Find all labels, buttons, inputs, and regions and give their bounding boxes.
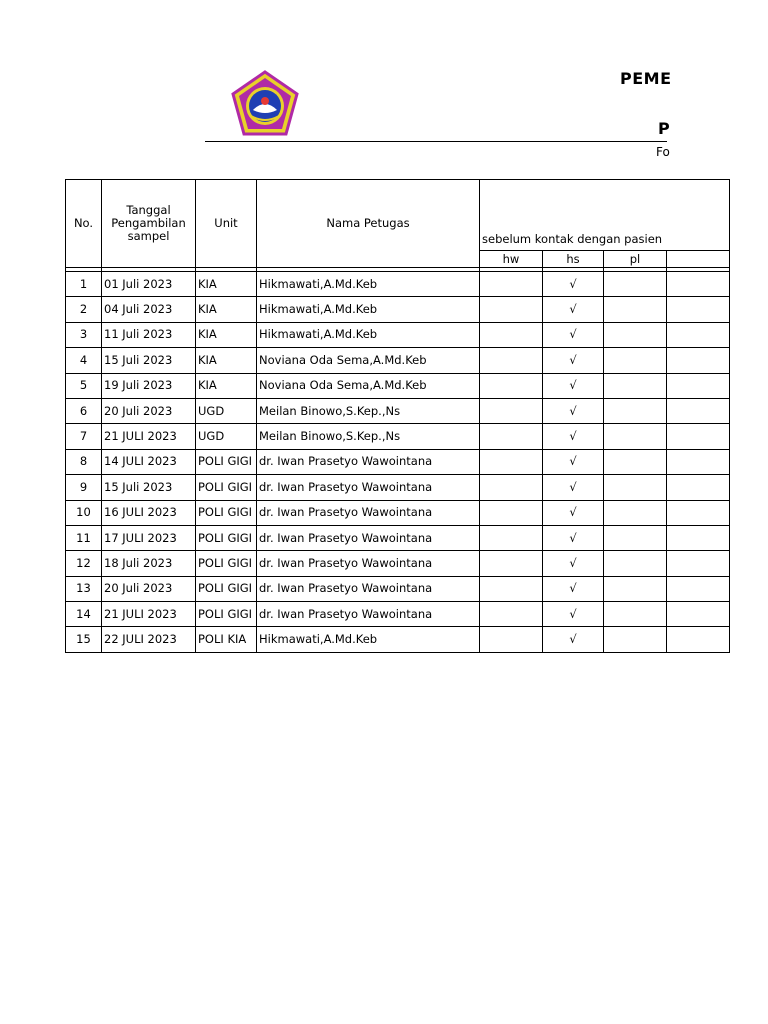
cell-hs: √: [543, 272, 604, 297]
cell-no: 3: [66, 322, 102, 347]
cell-unit: POLI GIGI: [196, 602, 257, 627]
cell-pl: [604, 348, 667, 373]
cell-no: 14: [66, 602, 102, 627]
cell-hw: [480, 500, 543, 525]
cell-nama: dr. Iwan Prasetyo Wawointana: [257, 525, 480, 550]
col-header-extra: [667, 251, 730, 268]
cell-hw: [480, 525, 543, 550]
cell-hs: √: [543, 525, 604, 550]
cell-pl: [604, 475, 667, 500]
cell-unit: KIA: [196, 373, 257, 398]
cell-extra: [667, 551, 730, 576]
cell-no: 11: [66, 525, 102, 550]
cell-tanggal: 17 JULI 2023: [102, 525, 196, 550]
cell-nama: Meilan Binowo,S.Kep.,Ns: [257, 424, 480, 449]
cell-unit: UGD: [196, 398, 257, 423]
cell-nama: dr. Iwan Prasetyo Wawointana: [257, 576, 480, 601]
cell-tanggal: 20 Juli 2023: [102, 576, 196, 601]
cell-nama: Noviana Oda Sema,A.Md.Keb: [257, 348, 480, 373]
cell-unit: POLI GIGI: [196, 525, 257, 550]
cell-hw: [480, 551, 543, 576]
table-row: [66, 297, 730, 322]
cell-pl: [604, 424, 667, 449]
cell-hs: √: [543, 398, 604, 423]
cell-pl: [604, 525, 667, 550]
cell-extra: [667, 602, 730, 627]
cell-hw: [480, 398, 543, 423]
cell-pl: [604, 373, 667, 398]
col-header-group: [480, 180, 730, 251]
cell-tanggal: 20 Juli 2023: [102, 398, 196, 423]
cell-hw: [480, 475, 543, 500]
cell-hw: [480, 322, 543, 347]
cell-unit: POLI KIA: [196, 627, 257, 652]
cell-no: 2: [66, 297, 102, 322]
table-row: [66, 348, 730, 373]
cell-hs: √: [543, 475, 604, 500]
cell-no: 1: [66, 272, 102, 297]
cell-extra: [667, 348, 730, 373]
cell-hw: [480, 272, 543, 297]
table-row: [66, 500, 730, 525]
cell-nama: dr. Iwan Prasetyo Wawointana: [257, 449, 480, 474]
cell-extra: [667, 297, 730, 322]
cell-tanggal: 11 Juli 2023: [102, 322, 196, 347]
cell-hw: [480, 424, 543, 449]
cell-nama: Hikmawati,A.Md.Keb: [257, 322, 480, 347]
cell-no: 4: [66, 348, 102, 373]
cell-tanggal: 21 JULI 2023: [102, 424, 196, 449]
cell-tanggal: 19 Juli 2023: [102, 373, 196, 398]
cell-hs: √: [543, 551, 604, 576]
sampling-table: [65, 179, 730, 653]
cell-tanggal: 04 Juli 2023: [102, 297, 196, 322]
table-row: [66, 322, 730, 347]
cell-unit: POLI GIGI: [196, 500, 257, 525]
cell-pl: [604, 322, 667, 347]
cell-no: 13: [66, 576, 102, 601]
cell-hs: √: [543, 500, 604, 525]
cell-pl: [604, 627, 667, 652]
cell-extra: [667, 424, 730, 449]
cell-extra: [667, 576, 730, 601]
col-header-tanggal: Tanggal Pengambilan sampel: [102, 180, 196, 268]
cell-tanggal: 16 JULI 2023: [102, 500, 196, 525]
cell-tanggal: 18 Juli 2023: [102, 551, 196, 576]
header-title-line1: PEME: [620, 69, 672, 88]
table-row: [66, 627, 730, 652]
cell-extra: [667, 525, 730, 550]
cell-hs: √: [543, 576, 604, 601]
cell-pl: [604, 576, 667, 601]
cell-nama: Hikmawati,A.Md.Keb: [257, 627, 480, 652]
cell-pl: [604, 602, 667, 627]
col-header-nama: Nama Petugas: [257, 180, 480, 268]
cell-unit: POLI GIGI: [196, 576, 257, 601]
cell-hw: [480, 576, 543, 601]
table-row: [66, 525, 730, 550]
cell-hs: √: [543, 449, 604, 474]
col-header-group-label: sebelum kontak dengan pasien: [482, 232, 663, 246]
cell-hs: √: [543, 297, 604, 322]
cell-no: 15: [66, 627, 102, 652]
cell-unit: POLI GIGI: [196, 475, 257, 500]
cell-hs: √: [543, 322, 604, 347]
cell-hw: [480, 627, 543, 652]
cell-unit: UGD: [196, 424, 257, 449]
cell-no: 12: [66, 551, 102, 576]
cell-extra: [667, 272, 730, 297]
cell-nama: dr. Iwan Prasetyo Wawointana: [257, 475, 480, 500]
cell-extra: [667, 500, 730, 525]
col-header-no: No.: [66, 180, 102, 268]
cell-no: 8: [66, 449, 102, 474]
cell-nama: Hikmawati,A.Md.Keb: [257, 272, 480, 297]
cell-hs: √: [543, 602, 604, 627]
cell-nama: dr. Iwan Prasetyo Wawointana: [257, 602, 480, 627]
cell-no: 5: [66, 373, 102, 398]
cell-unit: POLI GIGI: [196, 449, 257, 474]
table-row: [66, 424, 730, 449]
cell-hs: √: [543, 373, 604, 398]
col-header-unit: Unit: [196, 180, 257, 268]
cell-no: 7: [66, 424, 102, 449]
cell-pl: [604, 500, 667, 525]
cell-hs: √: [543, 348, 604, 373]
regional-government-emblem-icon: [231, 70, 299, 136]
cell-hs: √: [543, 627, 604, 652]
cell-extra: [667, 475, 730, 500]
cell-extra: [667, 373, 730, 398]
cell-extra: [667, 398, 730, 423]
cell-hw: [480, 449, 543, 474]
cell-tanggal: 01 Juli 2023: [102, 272, 196, 297]
table-row: [66, 602, 730, 627]
cell-pl: [604, 449, 667, 474]
cell-nama: dr. Iwan Prasetyo Wawointana: [257, 500, 480, 525]
cell-no: 10: [66, 500, 102, 525]
col-header-hs: hs: [543, 251, 604, 268]
cell-unit: KIA: [196, 297, 257, 322]
cell-pl: [604, 551, 667, 576]
table-row: [66, 449, 730, 474]
table-row: [66, 475, 730, 500]
cell-tanggal: 15 Juli 2023: [102, 348, 196, 373]
header-title-line2: P: [658, 119, 670, 138]
cell-hw: [480, 373, 543, 398]
table-row: [66, 551, 730, 576]
cell-nama: Noviana Oda Sema,A.Md.Keb: [257, 373, 480, 398]
cell-unit: KIA: [196, 272, 257, 297]
cell-pl: [604, 297, 667, 322]
table-row: [66, 576, 730, 601]
header-divider: [205, 141, 667, 142]
col-header-pl: pl: [604, 251, 667, 268]
cell-nama: Meilan Binowo,S.Kep.,Ns: [257, 398, 480, 423]
cell-extra: [667, 322, 730, 347]
cell-hw: [480, 297, 543, 322]
table-row: [66, 398, 730, 423]
cell-tanggal: 21 JULI 2023: [102, 602, 196, 627]
cell-pl: [604, 398, 667, 423]
cell-hw: [480, 602, 543, 627]
sampling-table-viewport: [65, 179, 667, 647]
cell-tanggal: 15 Juli 2023: [102, 475, 196, 500]
cell-tanggal: 14 JULI 2023: [102, 449, 196, 474]
cell-extra: [667, 627, 730, 652]
col-header-hw: hw: [480, 251, 543, 268]
cell-nama: Hikmawati,A.Md.Keb: [257, 297, 480, 322]
cell-nama: dr. Iwan Prasetyo Wawointana: [257, 551, 480, 576]
cell-extra: [667, 449, 730, 474]
table-row: [66, 272, 730, 297]
cell-hs: √: [543, 424, 604, 449]
header-title-line3: Fo: [656, 145, 670, 159]
cell-unit: KIA: [196, 322, 257, 347]
cell-pl: [604, 272, 667, 297]
table-row: [66, 373, 730, 398]
cell-unit: POLI GIGI: [196, 551, 257, 576]
cell-tanggal: 22 JULI 2023: [102, 627, 196, 652]
cell-unit: KIA: [196, 348, 257, 373]
cell-no: 6: [66, 398, 102, 423]
cell-no: 9: [66, 475, 102, 500]
cell-hw: [480, 348, 543, 373]
